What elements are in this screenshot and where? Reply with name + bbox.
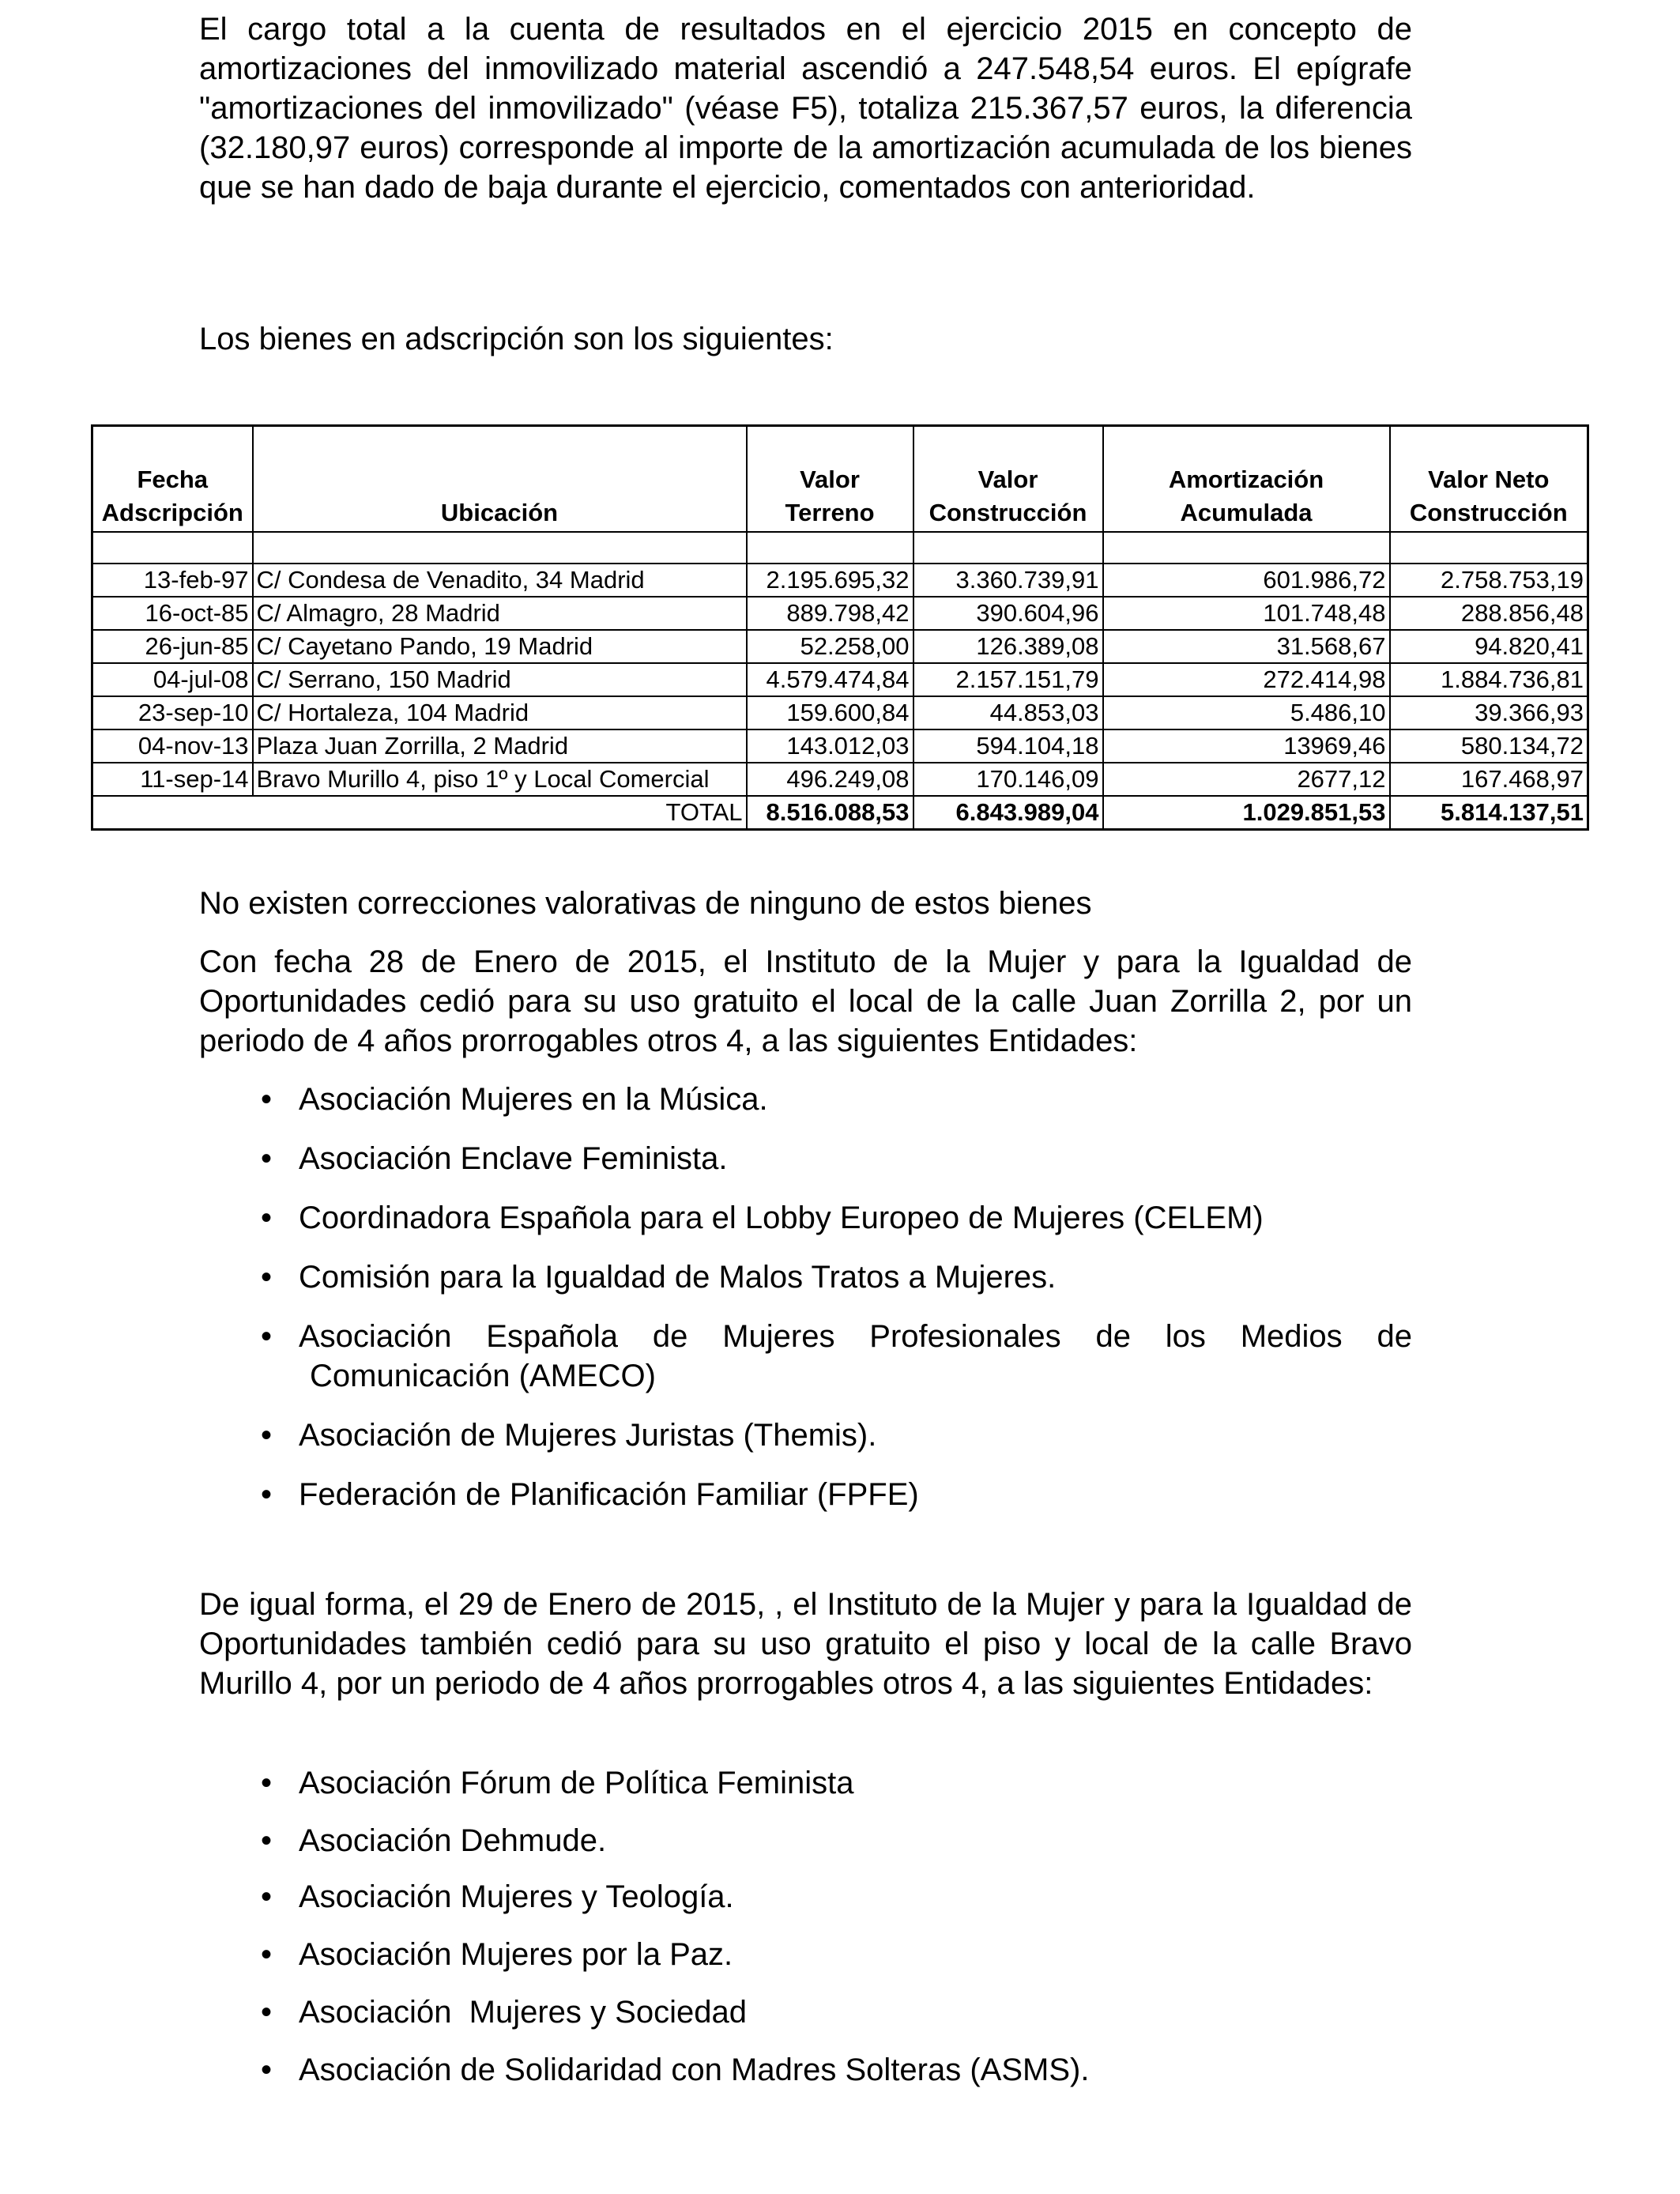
list-item-text: Asociación de Solidaridad con Madres Solteras (ASMS). [299,2053,1090,2087]
cell-construccion: 126.389,08 [913,630,1103,663]
list-item-text: Comisión para la Igualdad de Malos Tratos a Mujeres. [299,1260,1057,1295]
header-amortizacion-line2: Acumulada [1180,499,1313,526]
list-item [199,1475,1412,1514]
cell-construccion: 2.157.151,79 [913,663,1103,696]
cell-terreno: 4.579.474,84 [747,663,913,696]
table-total-row [92,796,1588,830]
bullet-icon: • [261,1418,273,1453]
list-item [199,1877,1412,1917]
bullet-icon: • [261,1879,273,1914]
bullet-icon: • [261,1201,273,1235]
cell-neto: 39.366,93 [1390,696,1588,729]
cell-terreno: 159.600,84 [747,696,913,729]
bullet-icon: • [261,1766,273,1800]
bullet-icon: • [261,1823,273,1858]
list-item [199,1821,1412,1860]
cell-ubicacion: Plaza Juan Zorrilla, 2 Madrid [253,729,747,763]
header-construccion-line2: Construcción [929,499,1087,526]
cell-fecha: 04-jul-08 [92,663,253,696]
cell-construccion: 594.104,18 [913,729,1103,763]
header-fecha-line1: Fecha [137,466,209,493]
spacer-cell [1103,532,1390,564]
cell-construccion: 44.853,03 [913,696,1103,729]
table-row [92,763,1588,796]
total-amortizacion: 1.029.851,53 [1103,796,1390,830]
table-row [92,663,1588,696]
list-item [199,2050,1412,2090]
header-neto-line2: Construcción [1409,499,1568,526]
entities-list-juan-zorrilla [199,1080,1412,1514]
list-item-text-continued: Comunicación (AMECO) [310,1359,656,1393]
paragraph-amortizaciones: El cargo total a la cuenta de resultados en el ejercicio 2015 en concepto de amortizaciones del inmovilizado material ascendió a 247.548,54 euros. El epígrafe "amortizaciones del inmovilizado" (véase F5), totaliza 215.367,57 euros, la diferencia (32.180,97 euros) corresponde al importe de la amortización acumulada de los bienes que se han dado de baja durante el ejercicio, comentados con anterioridad. [199,12,1412,205]
header-neto [1390,426,1588,533]
cell-ubicacion: C/ Cayetano Pando, 19 Madrid [253,630,747,663]
list-item [199,1763,1412,1803]
bullet-icon: • [261,1082,273,1117]
spacer-cell [913,532,1103,564]
total-construccion: 6.843.989,04 [913,796,1103,830]
cell-neto: 1.884.736,81 [1390,663,1588,696]
bullet-icon: • [261,1995,273,2030]
header-neto-line1: Valor Neto [1428,466,1550,493]
cell-construccion: 170.146,09 [913,763,1103,796]
total-terreno: 8.516.088,53 [747,796,913,830]
header-terreno-line2: Terreno [785,499,875,526]
cell-neto: 167.468,97 [1390,763,1588,796]
list-item [199,1416,1412,1455]
list-item [199,1080,1412,1119]
table-row [92,729,1588,763]
header-terreno [747,426,913,533]
entities-list-bravo-murillo [199,1763,1412,2090]
cell-terreno: 889.798,42 [747,597,913,630]
table-header-row [92,426,1588,533]
table-row [92,597,1588,630]
spacer-cell [1390,532,1588,564]
list-item-text: Federación de Planificación Familiar (FPFE) [299,1477,919,1512]
cell-amortizacion: 101.748,48 [1103,597,1390,630]
cell-neto: 2.758.753,19 [1390,564,1588,597]
list-item [199,1198,1412,1238]
cell-neto: 288.856,48 [1390,597,1588,630]
assets-table [91,424,1589,831]
cell-terreno: 496.249,08 [747,763,913,796]
cell-amortizacion: 31.568,67 [1103,630,1390,663]
list-item-text: Asociación Fórum de Política Feminista [299,1766,854,1800]
assets-table-container [91,424,1587,831]
table-spacer-row [92,532,1588,564]
cell-terreno: 2.195.695,32 [747,564,913,597]
cell-fecha: 11-sep-14 [92,763,253,796]
table-row [92,564,1588,597]
list-item [199,1317,1412,1396]
cell-fecha: 23-sep-10 [92,696,253,729]
header-terreno-line1: Valor [800,466,860,493]
bullet-icon: • [261,1260,273,1295]
list-item [199,1935,1412,1974]
header-fecha [92,426,253,533]
cell-amortizacion: 601.986,72 [1103,564,1390,597]
cell-terreno: 52.258,00 [747,630,913,663]
spacer-cell [92,532,253,564]
spacer-cell [747,532,913,564]
bullet-icon: • [261,2053,273,2087]
cell-amortizacion: 13969,46 [1103,729,1390,763]
list-item-text: Asociación Mujeres en la Música. [299,1082,768,1117]
header-amortizacion-line1: Amortización [1168,466,1324,493]
header-ubicacion-label: Ubicación [440,499,559,526]
list-item-text: Asociación Dehmude. [299,1823,607,1858]
total-empty-cell [92,796,253,830]
cell-ubicacion: Bravo Murillo 4, piso 1º y Local Comercial [253,763,747,796]
list-item-text: Asociación de Mujeres Juristas (Themis). [299,1418,877,1453]
header-construccion [913,426,1103,533]
list-item [199,1139,1412,1178]
paragraph-intro-table: Los bienes en adscripción son los siguientes: [199,322,834,356]
cell-amortizacion: 2677,12 [1103,763,1390,796]
list-item-text: Asociación Mujeres por la Paz. [299,1937,733,1972]
total-neto: 5.814.137,51 [1390,796,1588,830]
paragraph-correcciones: No existen correcciones valorativas de ninguno de estos bienes [199,886,1092,921]
paragraph-juan-zorrilla: Con fecha 28 de Enero de 2015, el Instituto de la Mujer y para la Igualdad de Oportunidades cedió para su uso gratuito el local de la calle Juan Zorrilla 2, por un periodo de 4 años prorrogables otros 4, a las siguientes Entidades: [199,944,1412,1058]
cell-ubicacion: C/ Hortaleza, 104 Madrid [253,696,747,729]
cell-amortizacion: 272.414,98 [1103,663,1390,696]
list-item [199,1992,1412,2032]
cell-neto: 580.134,72 [1390,729,1588,763]
cell-amortizacion: 5.486,10 [1103,696,1390,729]
header-fecha-line2: Adscripción [101,499,243,526]
bullet-icon: • [261,1319,273,1354]
list-item-text: Asociación Española de Mujeres Profesionales de los Medios de [299,1319,1412,1354]
cell-terreno: 143.012,03 [747,729,913,763]
list-item-text: Asociación Mujeres y Sociedad [299,1995,747,2030]
cell-ubicacion: C/ Almagro, 28 Madrid [253,597,747,630]
cell-fecha: 16-oct-85 [92,597,253,630]
bullet-icon: • [261,1937,273,1972]
cell-construccion: 390.604,96 [913,597,1103,630]
cell-fecha: 13-feb-97 [92,564,253,597]
total-label: TOTAL [253,796,747,830]
cell-ubicacion: C/ Serrano, 150 Madrid [253,663,747,696]
table-row [92,630,1588,663]
header-construccion-line1: Valor [977,466,1038,493]
cell-fecha: 26-jun-85 [92,630,253,663]
cell-neto: 94.820,41 [1390,630,1588,663]
header-amortizacion [1103,426,1390,533]
cell-ubicacion: C/ Condesa de Venadito, 34 Madrid [253,564,747,597]
list-item [199,1257,1412,1297]
list-item-text: Asociación Enclave Feminista. [299,1141,728,1176]
cell-fecha: 04-nov-13 [92,729,253,763]
table-row [92,696,1588,729]
list-item-text: Coordinadora Española para el Lobby Europeo de Mujeres (CELEM) [299,1201,1264,1235]
list-item-text: Asociación Mujeres y Teología. [299,1879,734,1914]
bullet-icon: • [261,1141,273,1176]
paragraph-bravo-murillo: De igual forma, el 29 de Enero de 2015, , el Instituto de la Mujer y para la Igualdad de Oportunidades también cedió para su uso gratuito el piso y local de la calle Bravo Murillo 4, por un periodo de 4 años prorrogables otros 4, a las siguientes Entidades: [199,1587,1412,1701]
cell-construccion: 3.360.739,91 [913,564,1103,597]
header-ubicacion [253,426,747,533]
bullet-icon: • [261,1477,273,1512]
spacer-cell [253,532,747,564]
